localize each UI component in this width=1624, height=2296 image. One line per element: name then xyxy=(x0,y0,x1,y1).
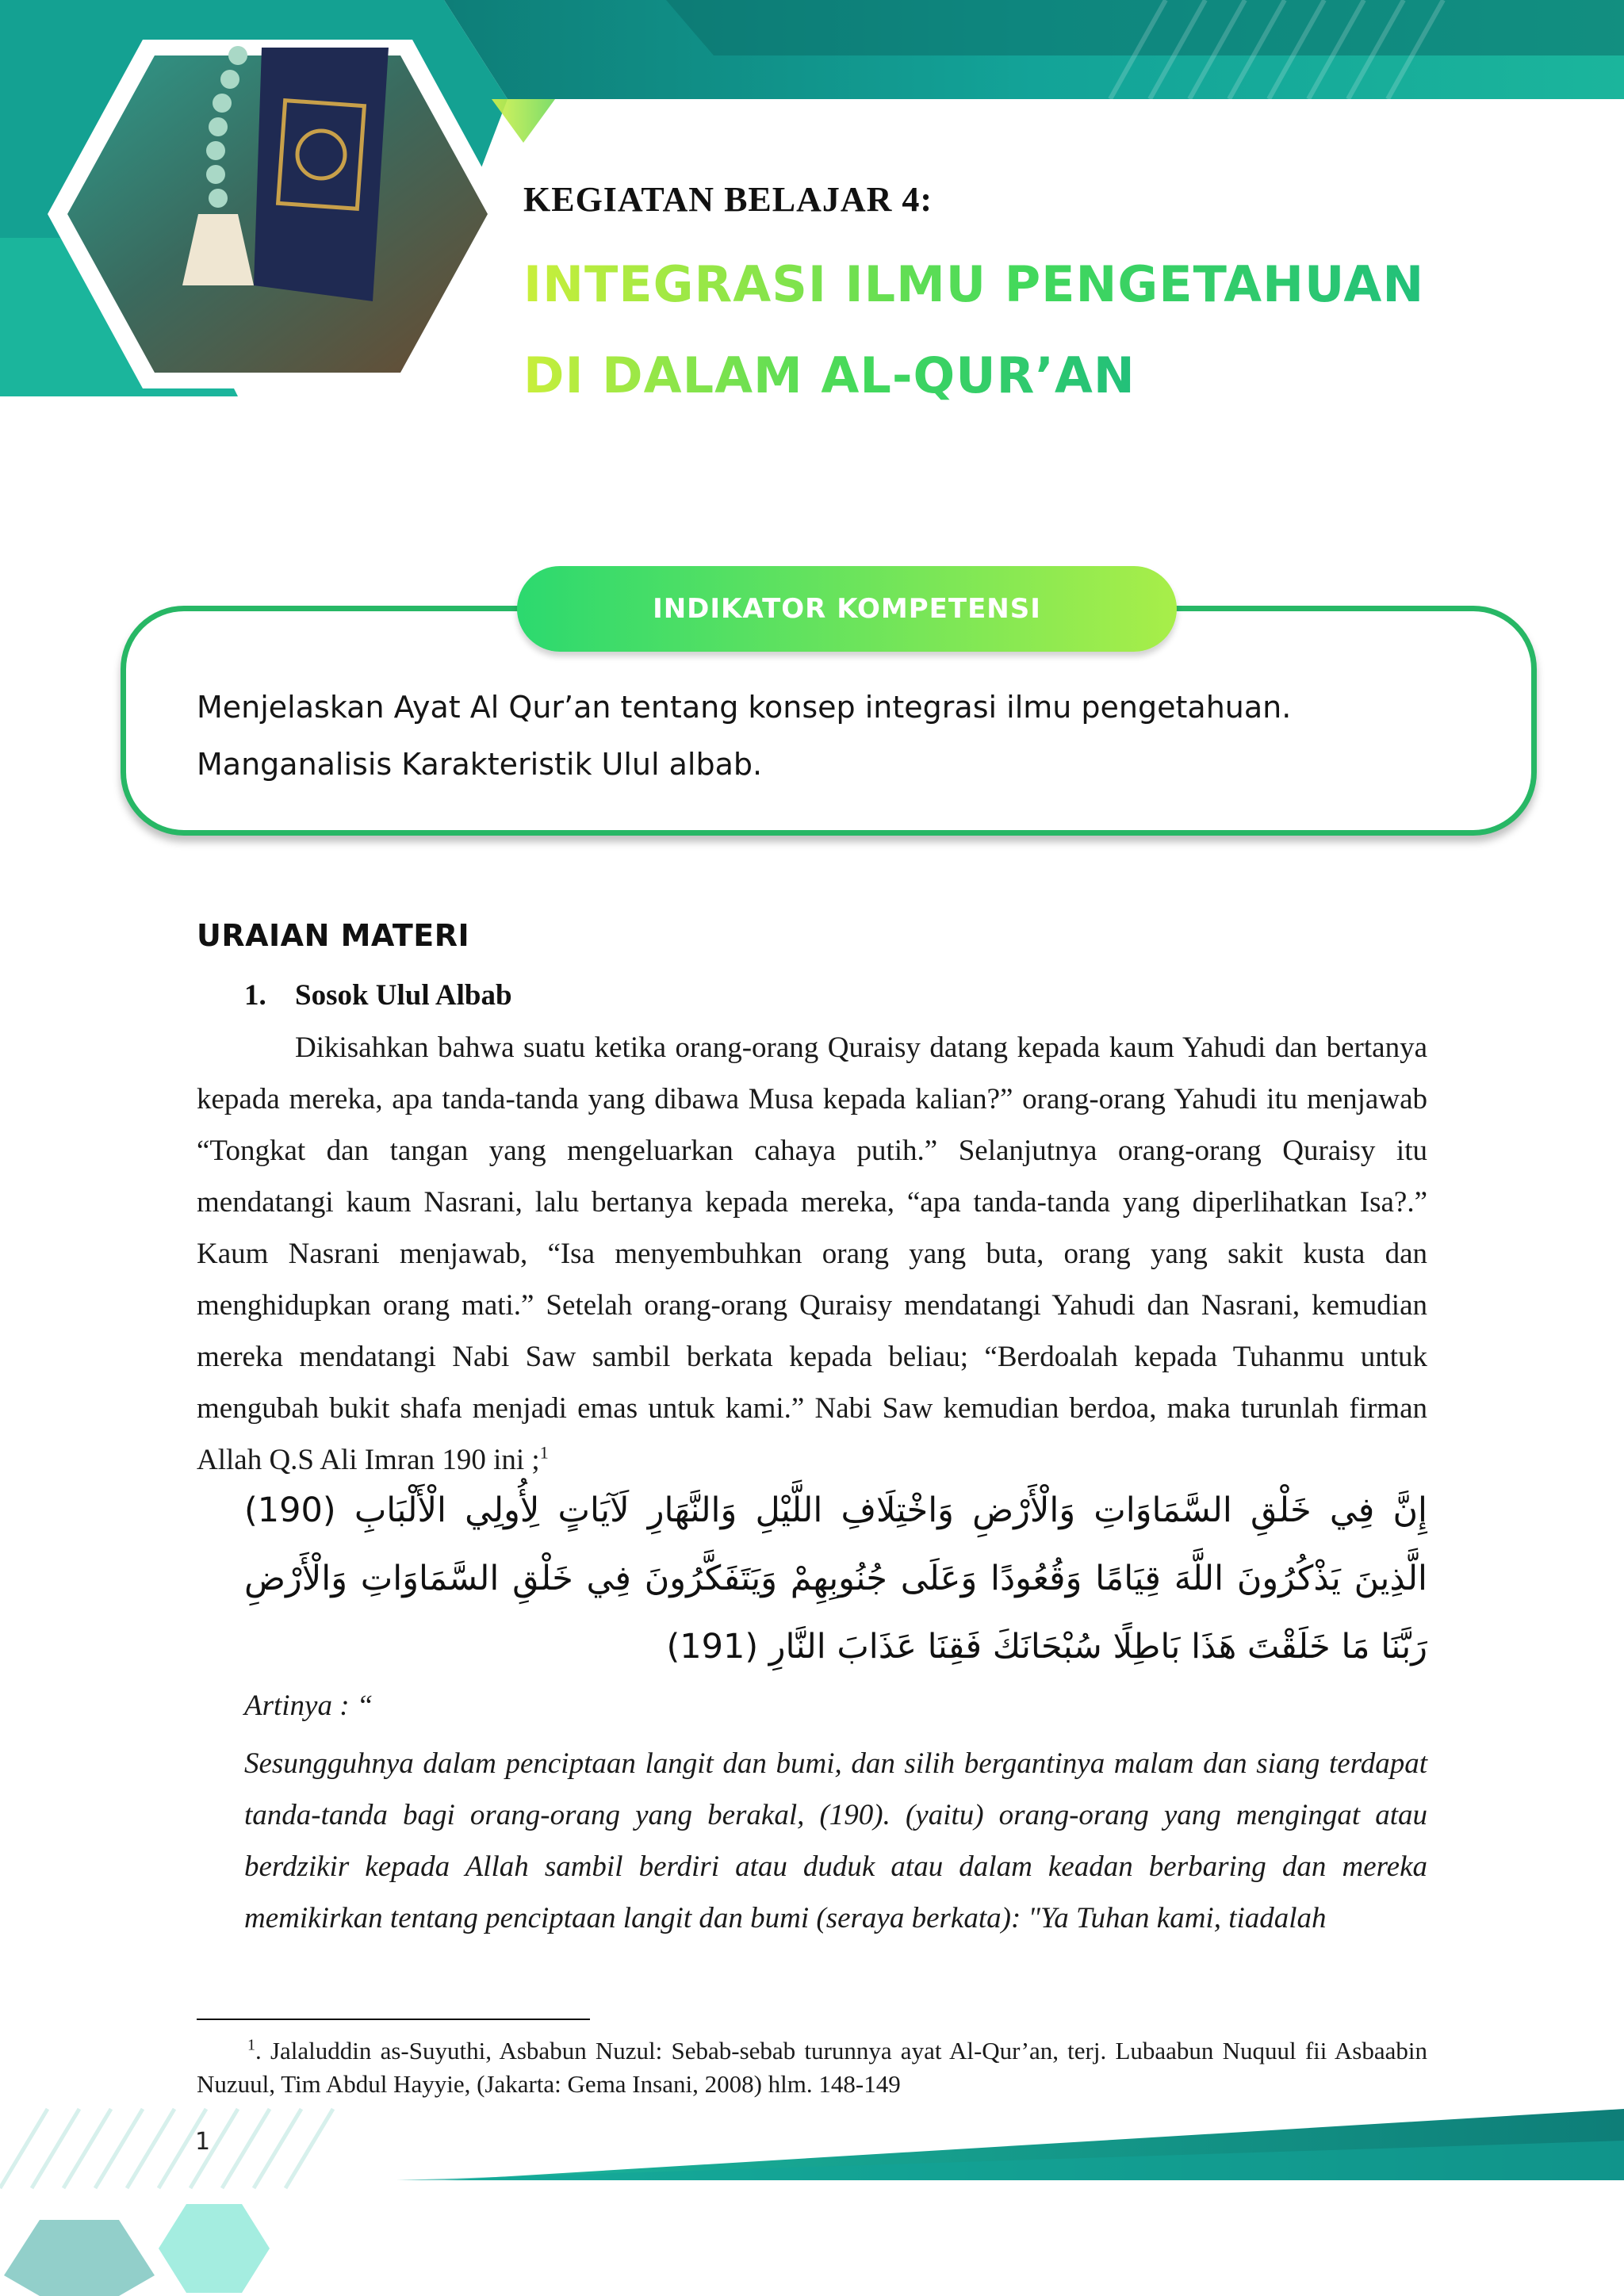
footnote-ref[interactable]: 1 xyxy=(539,1442,549,1463)
footnote-text: . Jalaluddin as-Suyuthi, Asbabun Nuzul: Sebab-sebab turunnya ayat Al-Qur’an, terj. Lubaabun Nuquul fii Asbaabin Nuzuul, Tim Abdul Hayyie, (Jakarta: Gema Insani, 2008) hlm. 148-149 xyxy=(197,2037,1427,2098)
body-paragraph xyxy=(197,1022,1427,1486)
artinya-label: Artinya : “ xyxy=(244,1689,373,1722)
section-heading: URAIAN MATERI xyxy=(197,918,470,953)
footnote-divider xyxy=(197,2019,590,2020)
indikator-item: Menjelaskan Ayat Al Qur’an tentang konsep integrasi ilmu pengetahuan. xyxy=(197,690,1292,725)
footnote-marker: 1 xyxy=(247,2036,255,2054)
page-number: 1 xyxy=(195,2128,211,2156)
footer-decoration xyxy=(0,2093,1624,2296)
arabic-verse: إِنَّ فِي خَلْقِ السَّمَاوَاتِ وَالْأَرْضِ وَاخْتِلَافِ اللَّيْلِ وَالنَّهَارِ لَآيَاتٍ لِأُولِي الْأَلْبَابِ (190) الَّذِينَ يَذْكُرُونَ اللَّهَ قِيَامًا وَقُعُودًا وَعَلَى جُنُوبِهِمْ وَيَتَفَكَّرُونَ فِي خَلْقِ السَّمَاوَاتِ وَالْأَرْضِ رَبَّنَا مَا خَلَقْتَ هَذَا بَاطِلًا سُبْحَانَكَ فَقِنَا عَذَابَ النَّارِ (191) xyxy=(244,1490,1427,1667)
hexagon-shape xyxy=(159,2204,270,2293)
page-title-line1: INTEGRASI ILMU PENGETAHUAN xyxy=(523,255,1425,313)
quran-book-icon xyxy=(254,48,389,301)
hexagon-shape xyxy=(4,2220,155,2296)
subsection-number: 1. xyxy=(244,979,266,1012)
verse-translation: Sesungguhnya dalam penciptaan langit dan bumi, dan silih bergantinya malam dan siang terdapat tanda-tanda bagi orang-orang yang berakal, (190). (yaitu) orang-orang yang mengingat atau berdzikir kepada Allah sambil berdiri atau duduk atau dalam keadan berbaring dan mereka memikirkan tentang penciptaan langit dan bumi (seraya berkata): "Ya Tuhan kami, tiadalah xyxy=(244,1747,1427,1934)
kegiatan-label: KEGIATAN BELAJAR 4: xyxy=(523,180,933,219)
footnote xyxy=(197,2034,1427,2101)
page-title-line2: DI DALAM AL-QUR’AN xyxy=(523,346,1136,404)
paragraph-text: Dikisahkan bahwa suatu ketika orang-orang Quraisy datang kepada kaum Yahudi dan bertanya kepada mereka, apa tanda-tanda yang dibawa Musa kepada kalian?” orang-orang Yahudi itu menjawab “Tongkat dan tangan yang mengeluarkan cahaya putih.” Selanjutnya orang-orang Quraisy itu mendatangi kaum Nasrani, lalu bertanya kepada mereka, “apa tanda-tanda yang diperlihatkan Isa?.” Kaum Nasrani menjawab, “Isa menyembuhkan orang yang buta, orang yang sakit kusta dan menghidupkan orang mati.” Setelah orang-orang Quraisy mendatangi Yahudi dan Nasrani, kemudian mereka mendatangi Nabi Saw sambil berkata kepada beliau; “Berdoalah kepada Tuhanmu untuk mengubah bukit shafa menjadi emas untuk kami.” Nabi Saw kemudian berdoa, maka turunlah firman Allah Q.S Ali Imran 190 ini ; xyxy=(197,1031,1427,1476)
subsection-heading xyxy=(244,978,512,1012)
indikator-label: INDIKATOR KOMPETENSI xyxy=(517,566,1177,652)
indikator-item: Manganalisis Karakteristik Ulul albab. xyxy=(197,747,763,782)
subsection-title: Sosok Ulul Albab xyxy=(295,979,512,1012)
